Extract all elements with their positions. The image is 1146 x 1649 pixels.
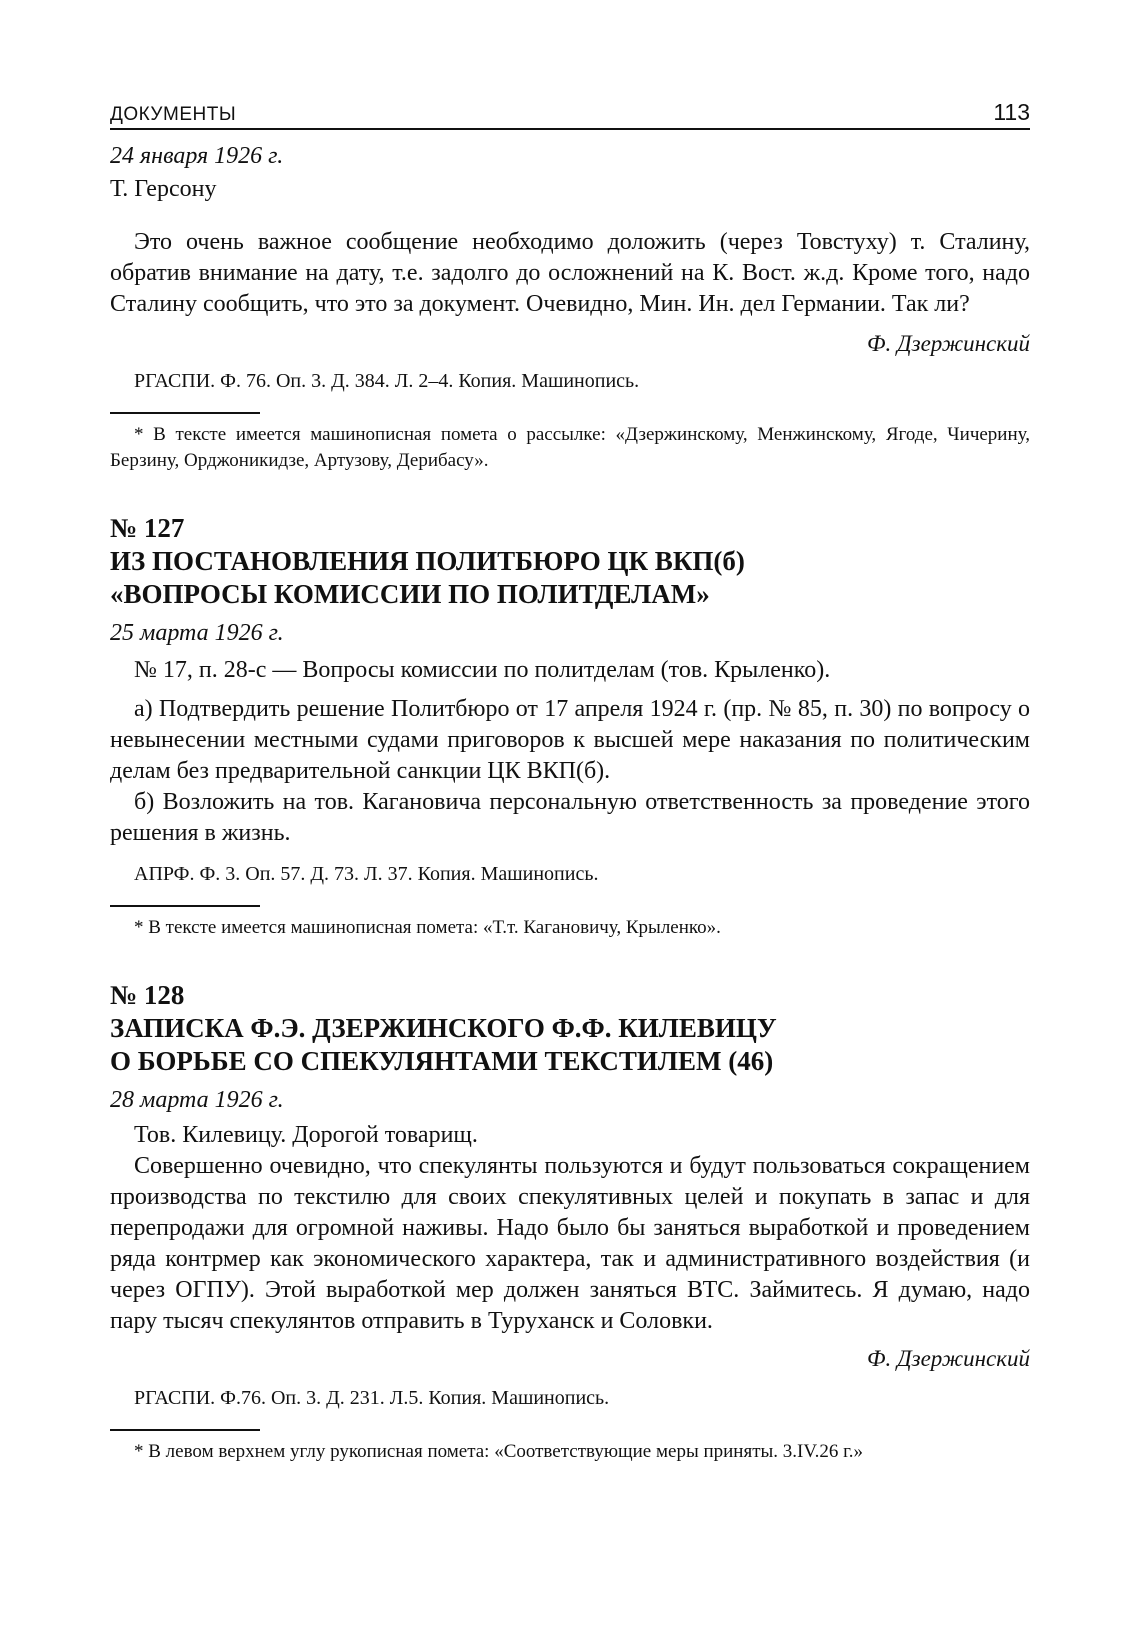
footnote-rule [110,905,260,907]
doc-prev-date: 24 января 1926 г. [110,143,284,169]
doc-128-body: Совершенно очевидно, что спекулянты пользуются и будут пользоваться сокращением производства по текстилю для своих спекулятивных целей и покупать в запас и для перепродажи для огромной наживы. Надо было бы заняться выработкой и проведением ряда контрмер как экономического характера, так и административного воздействия (и через ОГПУ). Этой выработкой мер должен заняться ВТС. Займитесь. Я думаю, надо пару тысяч спекулянтов отправить в Туруханск и Соловки. [110,1153,1030,1334]
doc-128-greeting: Тов. Килевицу. Дорогой товарищ. [134,1122,478,1148]
document-page [110,92,1030,1465]
doc-127-title-line1: ИЗ ПОСТАНОВЛЕНИЯ ПОЛИТБЮРО ЦК ВКП(б) [110,546,745,576]
doc-prev-body: Это очень важное сообщение необходимо доложить (через Товстуху) т. Сталину, обратив внимание на дату, т.е. задолго до осложнений на К. Вост. ж.д. Кроме того, надо Сталину сообщить, что это за документ. Очевидно, Мин. Ин. дел Германии. Так ли? [110,229,1030,317]
doc-128-archive: РГАСПИ. Ф.76. Оп. 3. Д. 231. Л.5. Копия. Машинопись. [134,1387,610,1409]
doc-prev-archive: РГАСПИ. Ф. 76. Оп. 3. Д. 384. Л. 2–4. Копия. Машинопись. [134,370,640,392]
doc-127-p3: б) Возложить на тов. Кагановича персональную ответственность за проведение этого решения в жизнь. [110,789,1030,846]
doc-127-number: № 127 [110,513,185,543]
doc-128-section [110,979,1030,1465]
doc-128-title-line1: ЗАПИСКА Ф.Э. ДЗЕРЖИНСКОГО Ф.Ф. КИЛЕВИЦУ [110,1013,777,1043]
doc-prev-addressee: Т. Герсону [110,176,217,202]
page-number: 113 [993,99,1030,125]
footnote-rule [110,412,260,414]
doc-128-date: 28 марта 1926 г. [110,1087,284,1113]
doc-127-section [110,512,1030,941]
doc-128-title-line2: О БОРЬБЕ СО СПЕКУЛЯНТАМИ ТЕКСТИЛЕМ (46) [110,1046,774,1076]
doc-prev-signature: Ф. Дзержинский [866,331,1030,356]
running-header [110,92,1030,130]
doc-127-footnote: * В тексте имеется машинописная помета: «Т.т. Кагановичу, Крыленко». [134,917,721,938]
doc-127-p1: № 17, п. 28-с — Вопросы комиссии по политделам (тов. Крыленко). [134,657,831,683]
doc-prev-footnote: * В тексте имеется машинописная помета о рассылке: «Дзержинскому, Менжинскому, Ягоде, Чичерину, Берзину, Орджоникидзе, Артузову, Дерибасу». [110,424,1030,471]
doc-128-signature: Ф. Дзержинский [866,1346,1030,1371]
doc-127-date: 25 марта 1926 г. [110,620,284,646]
doc-127-p2: а) Подтвердить решение Политбюро от 17 апреля 1924 г. (пр. № 85, п. 30) по вопросу о невынесении местными судами приговоров к высшей мере наказания по политическим делам без предварительной санкции ЦК ВКП(б). [110,696,1030,784]
section-label: ДОКУМЕНТЫ [110,104,237,125]
footnote-rule [110,1429,260,1431]
doc-127-title-line2: «ВОПРОСЫ КОМИССИИ ПО ПОЛИТДЕЛАМ» [110,579,710,609]
doc-prev-section [110,140,1030,474]
doc-128-footnote: * В левом верхнем углу рукописная помета: «Соответствующие меры приняты. 3.IV.26 г.» [134,1441,864,1462]
doc-127-archive: АПРФ. Ф. 3. Оп. 57. Д. 73. Л. 37. Копия. Машинопись. [134,863,599,885]
doc-128-number: № 128 [110,980,185,1010]
